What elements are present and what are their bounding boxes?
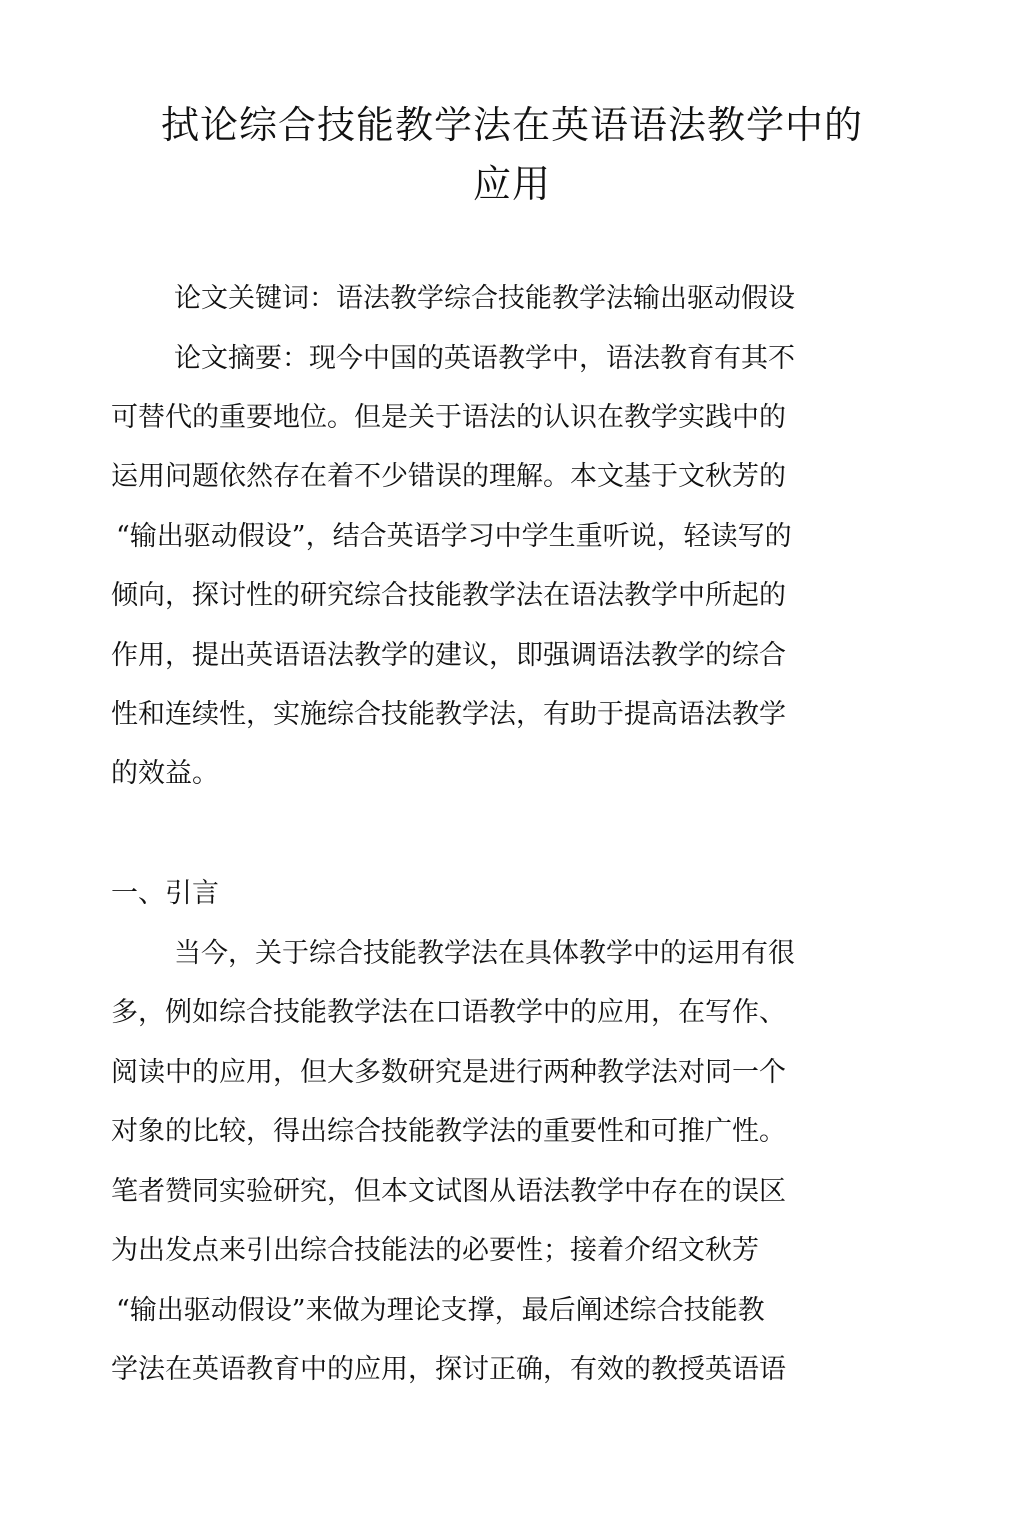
intro-line: 对象的比较，得出综合技能教学法的重要性和可推广性。 [111, 1116, 786, 1147]
abstract-line: 倾向，探讨性的研究综合技能教学法在语法教学中所起的 [111, 580, 786, 611]
abstract-line: 作用，提出英语语法教学的建议，即强调语法教学的综合 [111, 640, 786, 671]
intro-line: “输出驱动假设”来做为理论支撑，最后阐述综合技能教 [116, 1295, 765, 1326]
title-line-1: 拭论综合技能教学法在英语语法教学中的 [160, 103, 863, 147]
section-heading: 一、引言 [111, 878, 219, 909]
abstract-line: 运用问题依然存在着不少错误的理解。本文基于文秋芳的 [111, 461, 786, 492]
abstract-line: 性和连续性，实施综合技能教学法，有助于提高语法教学 [111, 699, 786, 730]
title-line-2: 应用 [472, 162, 551, 206]
intro-line: 多，例如综合技能教学法在口语教学中的应用，在写作、 [111, 997, 786, 1028]
abstract-line: 可替代的重要地位。但是关于语法的认识在教学实践中的 [111, 402, 786, 433]
intro-line: 笔者赞同实验研究，但本文试图从语法教学中存在的误区 [111, 1176, 786, 1207]
abstract-line: 的效益。 [111, 758, 219, 789]
abstract-line: 论文摘要：现今中国的英语教学中，语法教育有其不 [174, 343, 795, 374]
intro-line: 阅读中的应用，但大多数研究是进行两种教学法对同一个 [111, 1057, 786, 1088]
intro-line: 为出发点来引出综合技能法的必要性；接着介绍文秋芳 [111, 1235, 759, 1266]
intro-line: 学法在英语教育中的应用，探讨正确，有效的教授英语语 [111, 1354, 786, 1385]
keywords-line: 论文关键词：语法教学综合技能教学法输出驱动假设 [174, 283, 795, 314]
abstract-line: “输出驱动假设”，结合英语学习中学生重听说，轻读写的 [116, 521, 792, 552]
intro-line: 当今，关于综合技能教学法在具体教学中的运用有很 [174, 938, 795, 969]
